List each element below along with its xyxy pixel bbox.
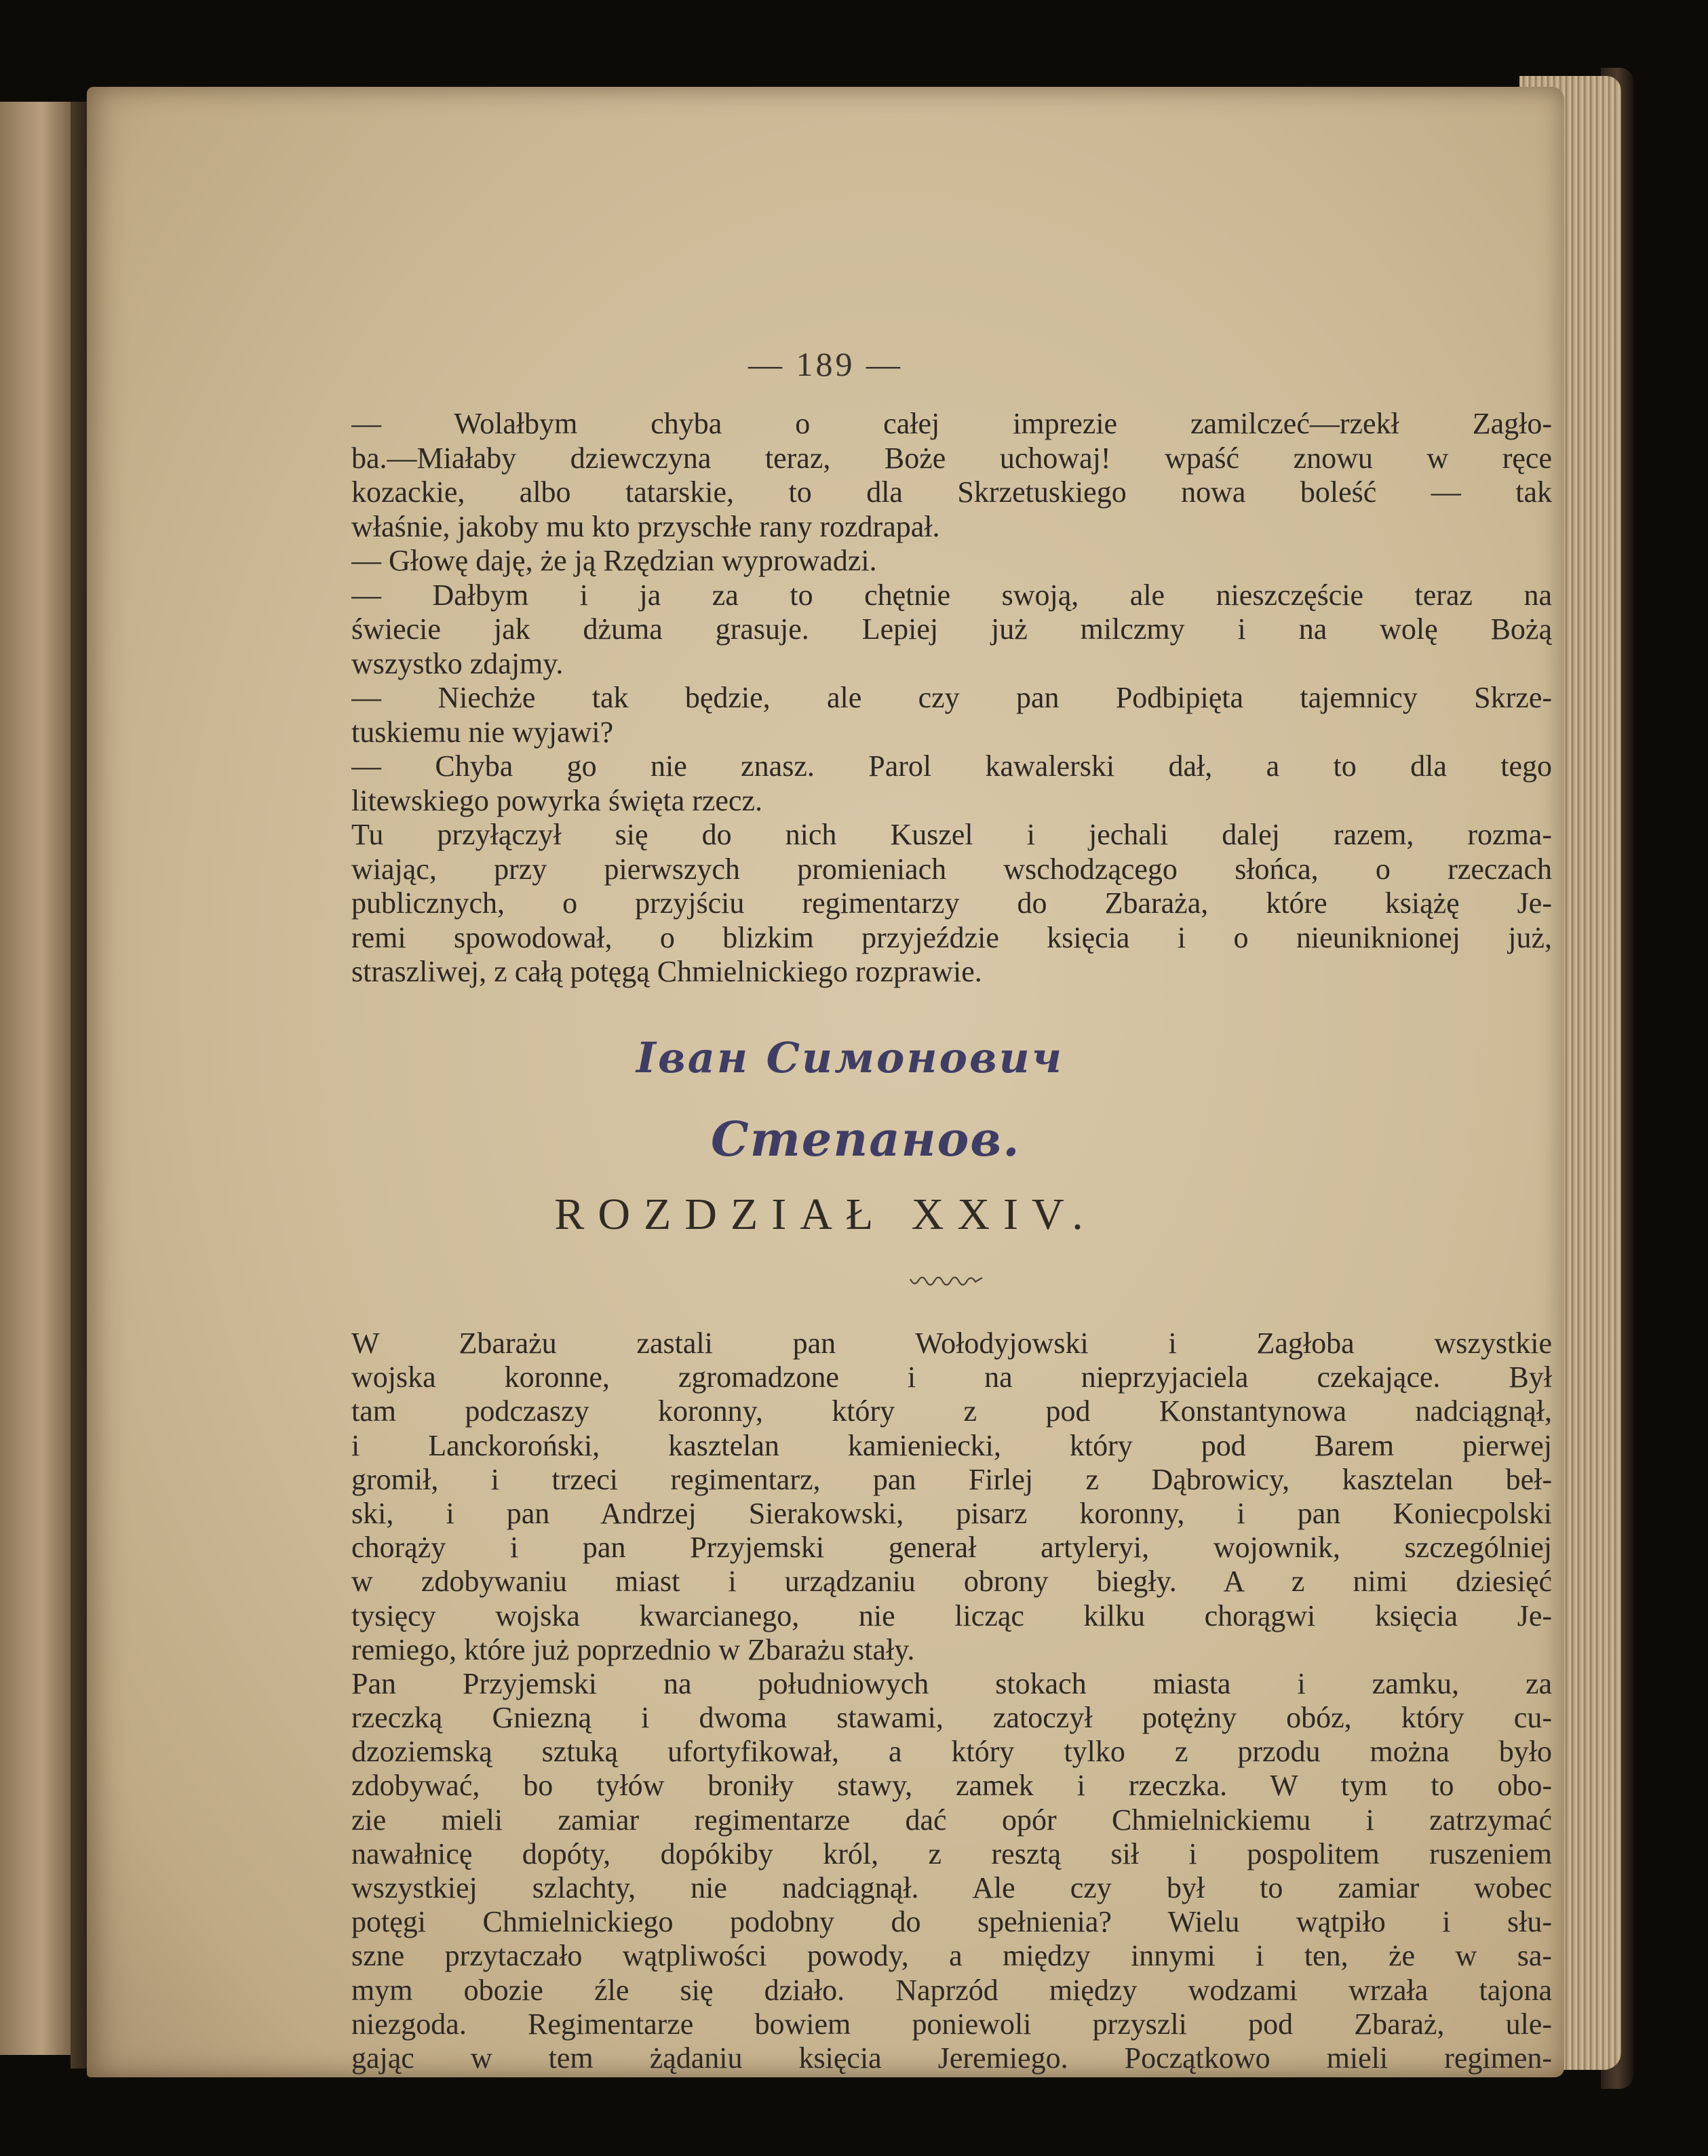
handwritten-name-line-2: Степанов. [711,1111,1021,1167]
text-line: kozackie, albo tatarskie, to dla Skrzetuskiego nowa boleść — tak [351,475,1552,509]
text-line: wszystkiej szlachty, nie nadciągnął. Ale czy był to zamiar wobec [351,1871,1552,1904]
text-line: w zdobywaniu miast i urządzaniu obrony biegły. A z nimi dziesięć [351,1565,1552,1599]
text-line: wojska koronne, zgromadzone i na nieprzyjaciela czekające. Był [351,1360,1552,1394]
text-line: chorąży i pan Przyjemski generał artyleryi, wojownik, szczególniej [351,1531,1552,1565]
text-line: gromił, i trzeci regimentarz, pan Firlej z Dąbrowicy, kasztelan beł- [351,1462,1552,1496]
text-line: — Chyba go nie znasz. Parol kawalerski dał, a to dla tego [351,749,1552,783]
text-line: właśnie, jakoby mu kto przyschłe rany rozdrapał. [351,509,940,543]
chapter-ornament-icon [908,1272,989,1293]
text-line: Pan Przyjemski na południowych stokach miasta i zamku, za [351,1666,1552,1700]
text-line: tam podczaszy koronny, który z pod Konstantynowa nadciągnął, [351,1394,1552,1428]
text-line: i Lanckoroński, kasztelan kamieniecki, który pod Barem pierwej [351,1428,1552,1462]
text-line: zdobywać, bo tyłów broniły stawy, zamek i rzeczka. W tym to obo- [351,1769,1552,1803]
text-line: — Dałbym i ja za to chętnie swoją, ale nieszczęście teraz na [351,578,1552,612]
chapter-title: ROZDZIAŁ XXIV. [554,1190,1097,1239]
text-line: litewskiego powyrka święta rzecz. [351,783,762,817]
text-line: rzeczką Gniezną i dwoma stawami, zatoczył potężny obóz, który cu- [351,1701,1552,1735]
book-page [87,87,1564,2077]
passage-before-chapter [351,407,1552,989]
text-line: dzoziemską sztuką ufortyfikował, a który tylko z przodu można było [351,1735,1552,1769]
text-line: szne przytaczało wątpliwości powody, a między innymi i ten, że w sa- [351,1939,1552,1973]
text-line: wszystko zdajmy. [351,646,564,680]
text-line: nawałnicę dopóty, dopókiby król, z resztą sił i pospolitem ruszeniem [351,1837,1552,1870]
text-line: ski, i pan Andrzej Sierakowski, pisarz koronny, i pan Koniecpolski [351,1496,1552,1530]
text-line: mym obozie źle się działo. Naprzód między wodzami wrzała tajona [351,1973,1552,2007]
text-line: tysięcy wojska kwarcianego, nie licząc kilku chorągwi księcia Je- [351,1599,1552,1632]
text-line: Tu przyłączył się do nich Kuszel i jechali dalej razem, rozma- [351,818,1552,851]
text-line: wiając, przy pierwszych promieniach wschodzącego słońca, o rzeczach [351,852,1552,886]
text-line: ba.—Miałaby dziewczyna teraz, Boże uchowaj! wpaść znowu w ręce [351,441,1552,475]
text-line: tuskiemu nie wyjawi? [351,715,614,749]
page-number: — 189 — [748,345,903,383]
text-line: W Zbarażu zastali pan Wołodyjowski i Zagłoba wszystkie [351,1327,1552,1360]
text-line: publicznych, o przyjściu regimentarzy do Zbaraża, które książę Je- [351,886,1552,920]
text-line: świecie jak dżuma grasuje. Lepiej już milczmy i na wolę Bożą [351,612,1552,646]
text-line: niezgoda. Regimentarze bowiem poniewoli przyszli pod Zbaraż, ule- [351,2007,1552,2041]
text-line: gając w tem żądaniu księcia Jeremiego. Początkowo mieli regimen- [351,2041,1552,2075]
text-line: remiego, które już poprzednio w Zbarażu stały. [351,1632,915,1666]
text-line: zie mieli zamiar regimentarze dać opór Chmielnickiemu i zatrzymać [351,1803,1552,1837]
text-line: straszliwej, z całą potęgą Chmielnickiego rozprawie. [351,955,982,988]
text-line: potęgi Chmielnickiego podobny do spełnienia? Wielu wątpiło i słu- [351,1905,1552,1939]
left-page-edge [0,102,76,2055]
text-line: — Niechże tak będzie, ale czy pan Podbipięta tajemnicy Skrze- [351,681,1552,714]
text-line: remi spowodował, o blizkim przyjeździe księcia i o nieuniknionej już, [351,920,1552,954]
handwritten-name-line-1: Іван Симонович [636,1033,1064,1082]
text-line: — Głowę daję, że ją Rzędzian wyprowadzi. [351,544,877,577]
text-line: — Wolałbym chyba o całej imprezie zamilczeć—rzekł Zagło- [351,407,1552,440]
passage-after-chapter [351,1327,1552,2075]
